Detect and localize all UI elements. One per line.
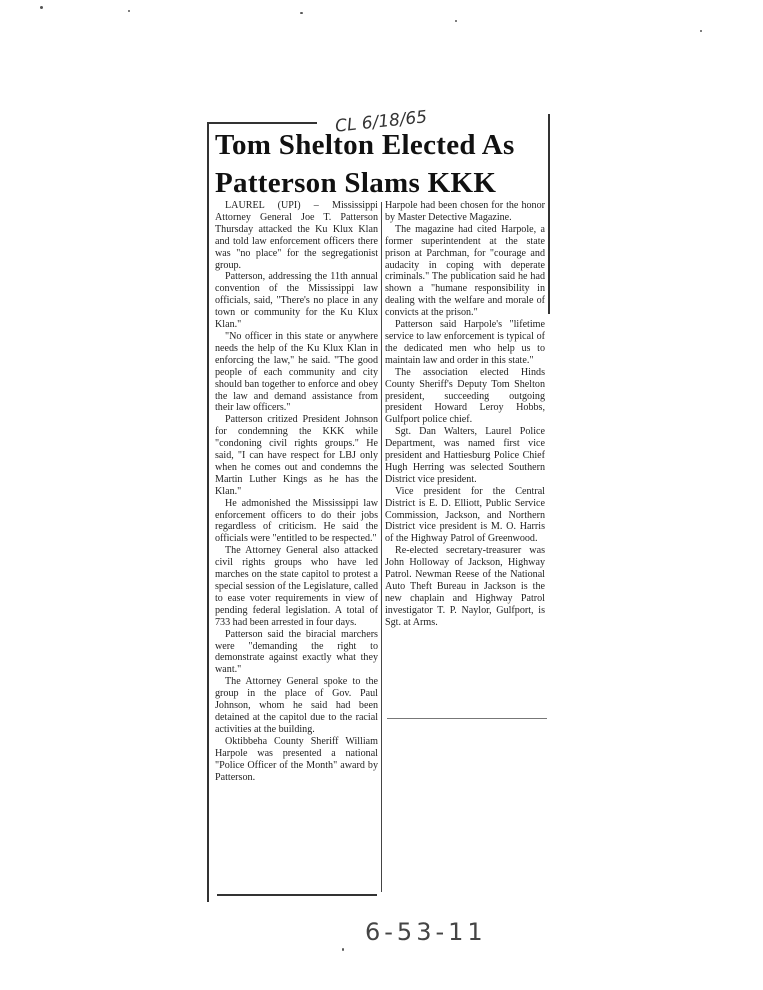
scan-speck (700, 30, 702, 32)
handwritten-annotation: CL 6/18/65 (334, 107, 429, 137)
paragraph: He admonished the Mississippi law enforcement officers to do their jobs regardless of criticism. He said the officials were "entitled to be respected." (215, 497, 378, 545)
column-divider (381, 202, 382, 892)
paragraph: Re-elected secretary-treasurer was John Holloway of Jackson, Highway Patrol. Newman Reese of the National Auto Theft Bureau in Jackson is the new chaplain and Highway Patrol investigator T. P. Naylor, Gulfport, is Sgt. at Arms. (385, 545, 545, 628)
clipping-right-border (548, 114, 550, 314)
clipping-bottom-border (217, 894, 377, 896)
scan-speck (40, 6, 43, 9)
paragraph: The Attorney General also attacked civil rights groups who have led marches on the state capitol to protest a special session of the Legislature, called to ease voter requirements in view of pending federal legislation. A total of 733 had been arrested in four days. (215, 545, 378, 628)
headline-line-2: Patterson Slams KKK (215, 167, 497, 199)
paragraph: Vice president for the Central District is E. D. Elliott, Public Service Commission, Jackson, and Northern District vice president is M. O. Harris of the Highway Patrol of Greenwood. (385, 485, 545, 545)
paragraph: "No officer in this state or anywhere needs the help of the Ku Klux Klan in enforcing the law," he said. "The good people of each community and city should ban together to enforce and obey the law and demand assistance from their law officers." (215, 330, 378, 414)
headline-line-1: Tom Shelton Elected As (215, 129, 515, 161)
paragraph: Oktibbeha County Sheriff William Harpole was presented a national "Police Officer of the Month" award by Patterson. (215, 735, 378, 783)
paragraph: Patterson critized President Johnson for condemning the KKK while "condoning civil rights groups." He said, "I can have respect for LBJ only when he comes out and condemns the Martin Luther Kings as he has the Klan." (215, 414, 378, 497)
paragraph: Patterson said the biracial marchers were "demanding the right to demonstrate against exactly what they want." (215, 628, 378, 676)
paragraph: Sgt. Dan Walters, Laurel Police Department, was named first vice president and Hattiesburg Police Chief Hugh Herring was selected Southern District vice president. (385, 426, 545, 485)
paragraph: The magazine had cited Harpole, a former superintendent at the state prison at Parchman, for "courage and audacity in coping with deperate criminals." The publication said he had shown a "humane responsibility in dealing with the welfare and morale of convicts at the prison." (385, 223, 545, 319)
scan-speck (342, 948, 344, 951)
file-number: 6-53-11 (365, 918, 487, 946)
scan-speck (455, 20, 457, 22)
paragraph: Harpole had been chosen for the honor by Master Detective Magazine. (385, 200, 545, 223)
newspaper-clipping (207, 107, 550, 904)
paragraph: Patterson, addressing the 11th annual convention of the Mississippi law officials, said, "There's no place in any town or community for the Ku Klux Klan." (215, 271, 378, 331)
headline (215, 126, 545, 202)
paragraph: The association elected Hinds County Sheriff's Deputy Tom Shelton president, succeeding outgoing president Howard Leroy Hobbs, Gulfport police chief. (385, 366, 545, 426)
paragraph: The Attorney General spoke to the group in the place of Gov. Paul Johnson, whom he said had been detained at the capitol due to the racial activities at the building. (215, 676, 378, 735)
clipping-top-border (207, 122, 317, 124)
clipping-left-border (207, 122, 209, 902)
article-column-2 (385, 200, 545, 629)
scan-speck (128, 10, 130, 12)
paragraph: LAUREL (UPI) – Mississippi Attorney General Joe T. Patterson Thursday attacked the Ku Klux Klan and told law enforcement officers there was "no place" for the segregationist group. (215, 200, 378, 271)
scan-speck (300, 12, 303, 14)
article-end-rule (387, 718, 547, 719)
article-column-1 (215, 200, 378, 783)
paragraph: Patterson said Harpole's "lifetime service to law enforcement is typical of the dedicated men who help us to maintain law and order in this state." (385, 319, 545, 366)
